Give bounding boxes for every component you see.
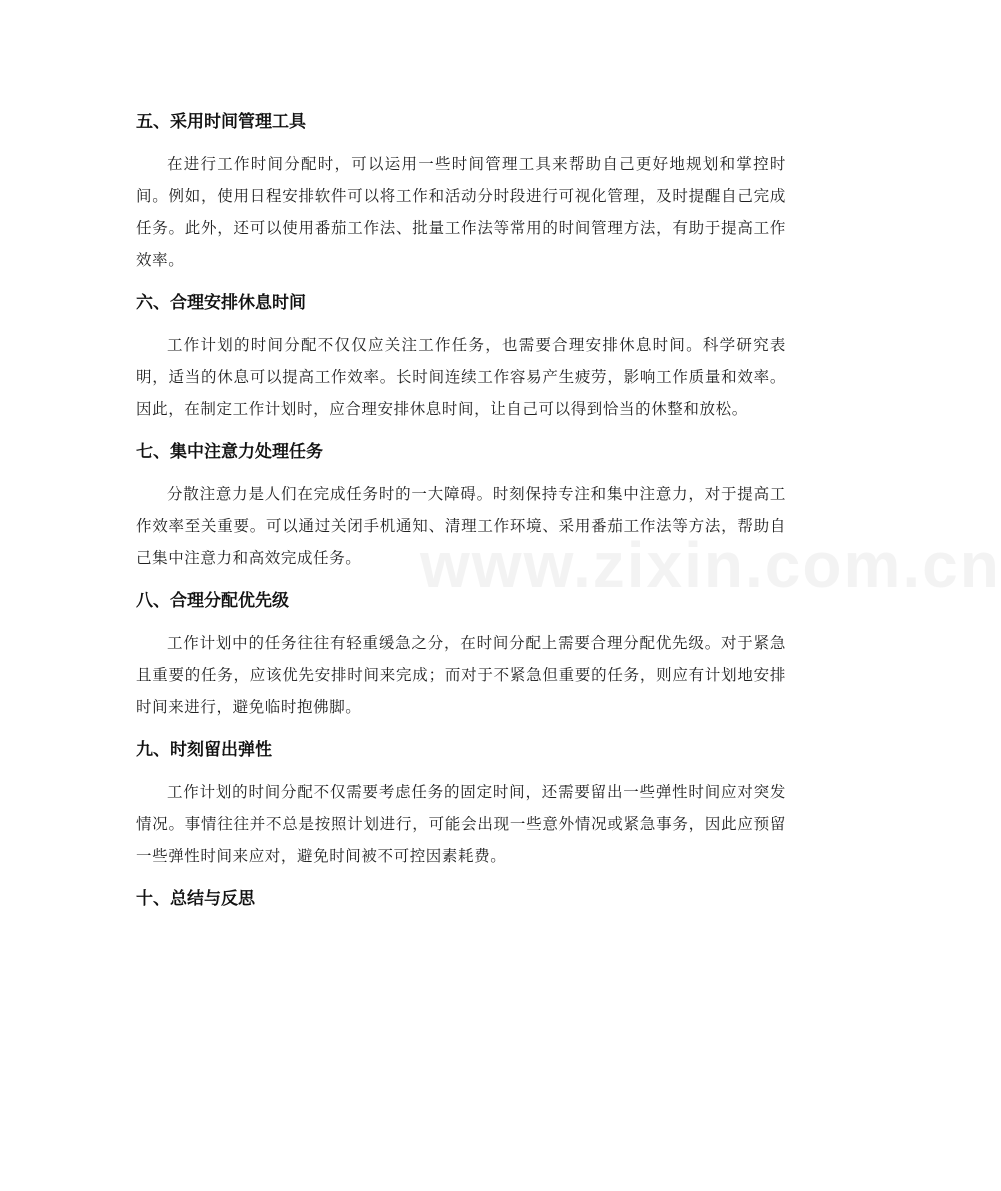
- section-heading-5: 五、采用时间管理工具: [136, 112, 306, 132]
- section-paragraph-9: 工作计划的时间分配不仅需要考虑任务的固定时间，还需要留出一些弹性时间应对突发情况。事情往往并不总是按照计划进行，可能会出现一些意外情况或紧急事务，因此应预留一些弹性时间来应对，避免时间被不可控因素耗费。: [136, 783, 786, 865]
- section-heading-9: 九、时刻留出弹性: [136, 740, 272, 760]
- watermark: www.zixin.com.cn: [420, 529, 1001, 601]
- section-heading-6: 六、合理安排休息时间: [136, 293, 306, 313]
- document-content: [136, 104, 786, 917]
- section-heading-10: 十、总结与反思: [136, 889, 255, 909]
- section-heading-8: 八、合理分配优先级: [136, 591, 289, 611]
- section-paragraph-8: 工作计划中的任务往往有轻重缓急之分，在时间分配上需要合理分配优先级。对于紧急且重要的任务，应该优先安排时间来完成；而对于不紧急但重要的任务，则应有计划地安排时间来进行，避免临时抱佛脚。: [136, 634, 786, 716]
- section-paragraph-7: 分散注意力是人们在完成任务时的一大障碍。时刻保持专注和集中注意力，对于提高工作效率至关重要。可以通过关闭手机通知、清理工作环境、采用番茄工作法等方法，帮助自己集中注意力和高效完成任务。: [136, 485, 786, 567]
- section-paragraph-5: 在进行工作时间分配时，可以运用一些时间管理工具来帮助自己更好地规划和掌控时间。例如，使用日程安排软件可以将工作和活动分时段进行可视化管理，及时提醒自己完成任务。此外，还可以使用番茄工作法、批量工作法等常用的时间管理方法，有助于提高工作效率。: [136, 155, 786, 269]
- section-paragraph-6: 工作计划的时间分配不仅仅应关注工作任务，也需要合理安排休息时间。科学研究表明，适当的休息可以提高工作效率。长时间连续工作容易产生疲劳，影响工作质量和效率。因此，在制定工作计划时，应合理安排休息时间，让自己可以得到恰当的休整和放松。: [136, 336, 786, 418]
- section-heading-7: 七、集中注意力处理任务: [136, 442, 323, 462]
